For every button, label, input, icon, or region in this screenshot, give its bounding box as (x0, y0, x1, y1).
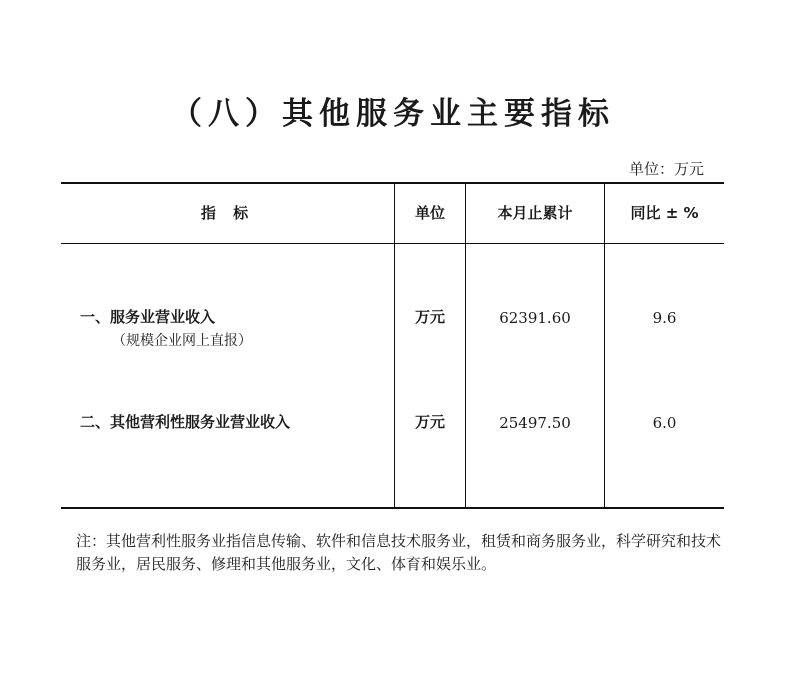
header-indicator: 指 标 (200, 204, 255, 222)
row-yoy: 6.0 (652, 414, 677, 432)
row-unit: 万元 (414, 413, 445, 431)
footnote: 注：其他营利性服务业指信息传输、软件和信息技术服务业，租赁和商务服务业，科学研究和技术服务业，居民服务、修理和其他服务业，文化、体育和娱乐业。 (76, 532, 722, 573)
table-top-rule (61, 182, 724, 184)
column-divider (604, 183, 605, 507)
row-cumulative: 62391.60 (499, 309, 571, 327)
row-sublabel: （规模企业网上直报） (112, 333, 252, 349)
page-title: （八）其他服务业主要指标 (171, 96, 615, 132)
column-divider (465, 183, 466, 507)
row-cumulative: 25497.50 (499, 414, 571, 432)
table-bottom-rule (61, 507, 724, 509)
unit-note: 单位：万元 (628, 160, 704, 178)
column-divider (394, 183, 395, 507)
row-label: 二、其他营利性服务业营业收入 (80, 413, 291, 431)
row-label: 一、服务业营业收入 (80, 308, 216, 326)
row-unit: 万元 (414, 308, 445, 326)
header-yoy: 同比 ± % (630, 204, 699, 222)
row-yoy: 9.6 (652, 309, 677, 327)
header-unit: 单位 (414, 204, 445, 222)
table-header-rule (61, 243, 724, 244)
header-cumulative: 本月止累计 (497, 204, 573, 222)
